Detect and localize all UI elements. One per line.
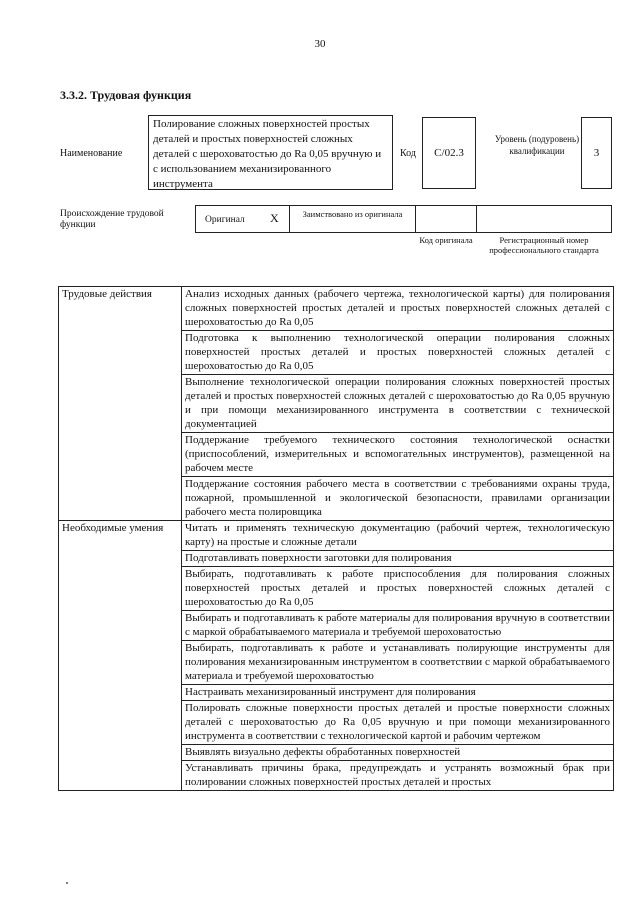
- skill-row-text: Выбирать, подготавливать к работе приспособления для полирования сложных поверхностей простых деталей и простых поверхностей сложных деталей с шероховатостью до Ra 0,05: [182, 567, 614, 611]
- skill-row-text: Подготавливать поверхности заготовки для полирования: [182, 551, 614, 567]
- labor-action-row: [59, 287, 614, 331]
- skills-label: Необходимые умения: [59, 521, 182, 791]
- skill-row-text: Выбирать, подготавливать к работе и устанавливать полирующие инструменты для полирования механизированным инструментом в соответствии с маркой обрабатываемого материала и требуемой шероховатостью: [182, 641, 614, 685]
- borrowed-label: Заимствовано из оригинала: [302, 209, 403, 219]
- skill-row-text: Выбирать и подготавливать к работе материалы для полирования вручную в соответствии с маркой обрабатываемого материала и требуемой шероховатостью: [182, 611, 614, 641]
- labor-action-row-text: Подготовка к выполнению технологической операции полирования сложных поверхностей простых деталей и простых поверхностей сложных деталей с шероховатостью до Ra 0,05: [182, 331, 614, 375]
- scan-dot: [66, 882, 68, 884]
- reg-number-cell: [476, 205, 612, 233]
- function-name-value: Полирование сложных поверхностей простых деталей и простых поверхностей сложных деталей с шероховатостью до Ra 0,05 вручную и с использованием механизированного инструмента: [153, 118, 382, 190]
- skill-row: [59, 521, 614, 551]
- level-value: 3: [593, 147, 600, 159]
- borrowed-cell: [289, 205, 416, 233]
- original-cell: [195, 205, 290, 233]
- labor-action-row-text: Выполнение технологической операции полирования сложных поверхностей простых деталей и простых поверхностей сложных деталей с шероховатостью до Ra 0,05 вручную и при помощи механизированного инструмента в соответствии с технической документацией: [182, 375, 614, 433]
- skill-row-text: Выявлять визуально дефекты обработанных поверхностей: [182, 745, 614, 761]
- code-value: C/02.3: [434, 147, 464, 159]
- labor-action-row-text: Поддержание состояния рабочего места в соответствии с требованиями охраны труда, пожарной, промышленной и экологической безопасности, правилами организации рабочего места полировщика: [182, 477, 614, 521]
- labor-actions-label: Трудовые действия: [59, 287, 182, 521]
- skill-row-text: Полировать сложные поверхности простых деталей и простые поверхности сложных деталей с шероховатостью до Ra 0,05 вручную и при помощи механизированного инструмента в соответствии с технологической картой и рабочим чертежом: [182, 701, 614, 745]
- level-value-box: [581, 117, 612, 189]
- original-code-cell: [415, 205, 477, 233]
- origin-label: Происхождение трудовой функции: [60, 209, 164, 230]
- section-title: 3.3.2. Трудовая функция: [60, 88, 192, 102]
- reg-number-caption: Регистрационный номер профессионального стандарта: [489, 235, 599, 255]
- code-original-caption: Код оригинала: [419, 235, 473, 245]
- skill-row-text: Читать и применять техническую документацию (рабочий чертеж, технологическую карту) на простые и сложные детали: [182, 521, 614, 551]
- labor-action-row-text: Анализ исходных данных (рабочего чертежа, технологической карты) для полирования сложных поверхностей простых деталей и простых поверхностей сложных деталей с шероховатостью до Ra 0,05: [182, 287, 614, 331]
- original-mark: X: [270, 211, 279, 225]
- page-number: 30: [314, 38, 326, 50]
- name-label: Наименование: [60, 148, 123, 159]
- labor-action-row-text: Поддержание требуемого технического состояния технологической оснастки (приспособлений, измерительных и вспомогательных инструментов), размещенной на рабочем месте: [182, 433, 614, 477]
- skill-row-text: Настраивать механизированный инструмент для полирования: [182, 685, 614, 701]
- function-name-box: [148, 115, 393, 190]
- original-label: Оригинал: [205, 215, 245, 225]
- level-label: Уровень (подуровень) квалификации: [494, 134, 580, 156]
- function-details-table: [58, 286, 614, 791]
- code-label: Код: [400, 148, 416, 159]
- skill-row-text: Устанавливать причины брака, предупреждать и устранять возможный брак при полировании сложных поверхностей простых деталей и простых: [182, 761, 614, 791]
- code-value-box: [422, 117, 476, 189]
